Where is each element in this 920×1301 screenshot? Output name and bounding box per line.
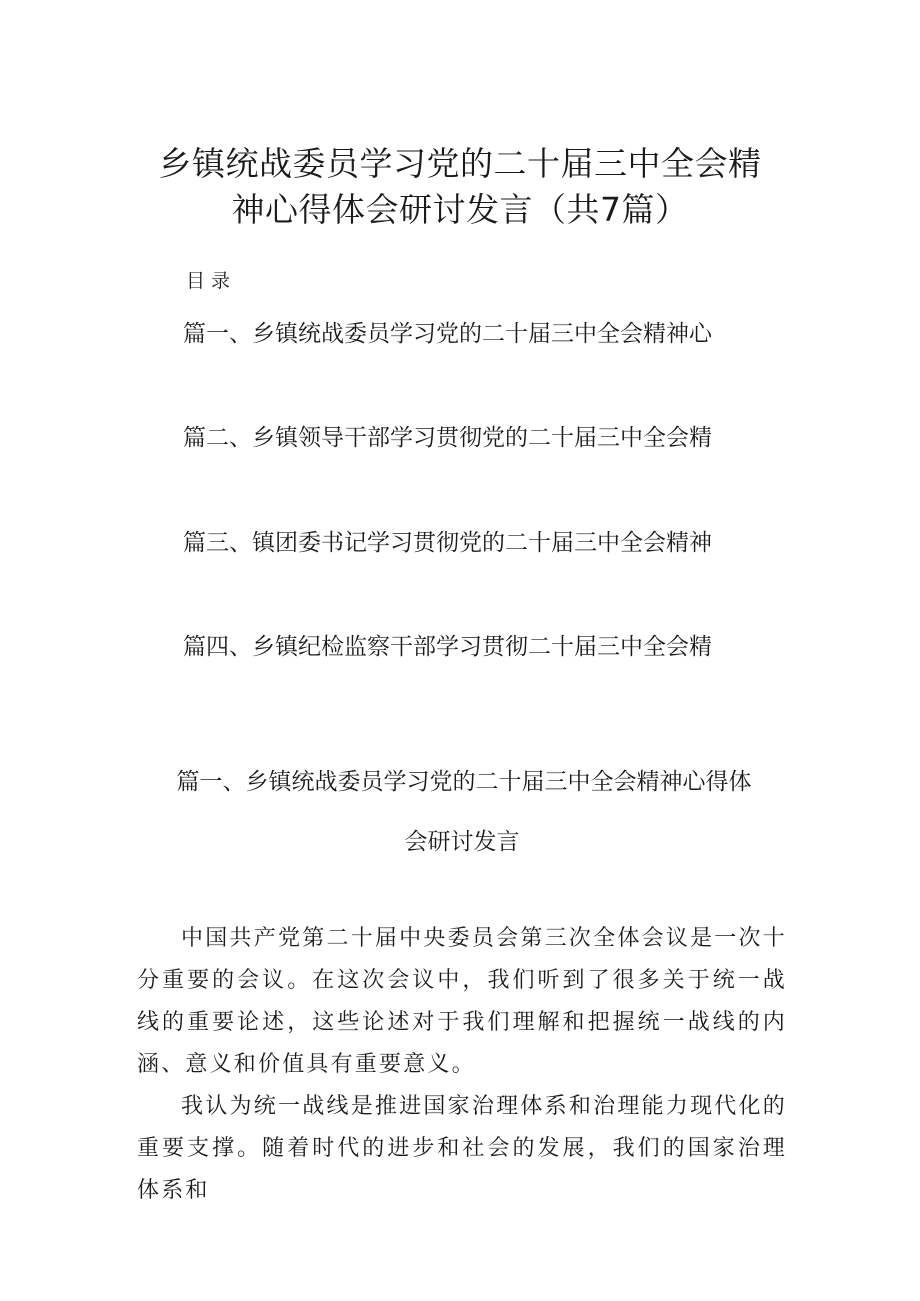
toc-heading: 目录 (186, 270, 237, 292)
section-title-line-2: 会研讨发言 (404, 829, 520, 855)
toc-item[interactable]: 篇一、乡镇统战委员学习党的二十届三中全会精神心 (183, 321, 712, 347)
toc-item[interactable]: 篇三、镇团委书记学习贯彻党的二十届三中全会精神 (183, 530, 712, 556)
toc-item[interactable]: 篇二、乡镇领导干部学习贯彻党的二十届三中全会精 (183, 425, 712, 451)
body-paragraph: 我认为统一战线是推进国家治理体系和治理能力现代化的重要支撑。随着时代的进步和社会的发展，我们的国家治理体系和 (137, 1094, 787, 1203)
toc-item[interactable]: 篇四、乡镇纪检监察干部学习贯彻二十届三中全会精 (183, 634, 712, 660)
section-title-line-1: 篇一、乡镇统战委员学习党的二十届三中全会精神心得体 (176, 769, 752, 795)
body-paragraph: 中国共产党第二十届中央委员会第三次全体会议是一次十分重要的会议。在这次会议中，我们听到了很多关于统一战线的重要论述，这些论述对于我们理解和把握统一战线的内涵、意义和价值具有重要意义。 (137, 926, 787, 1077)
document-title-line-1: 乡镇统战委员学习党的二十届三中全会精 (158, 144, 762, 183)
document-title-line-2: 神心得体会研讨发言（共7篇） (231, 190, 689, 229)
